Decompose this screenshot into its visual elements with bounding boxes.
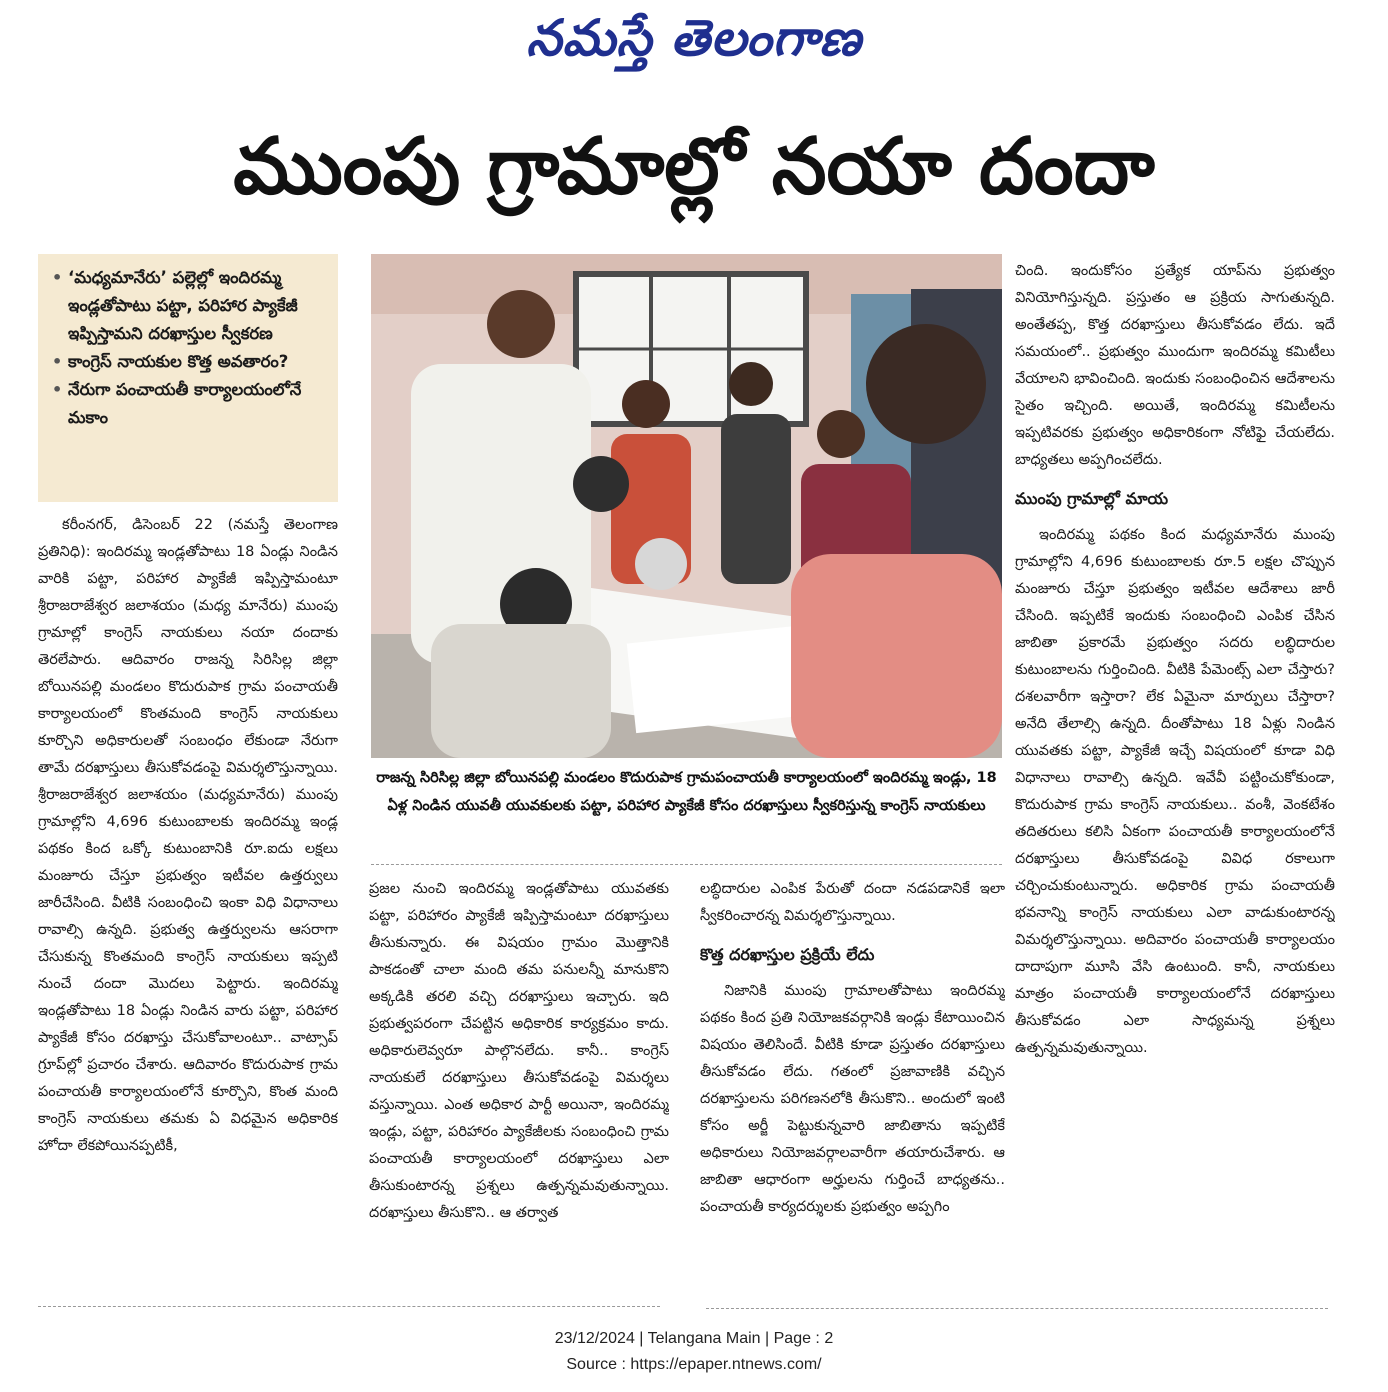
article-paragraph: నిజానికి ముంపు గ్రామాలతోపాటు ఇందిరమ్మ పథకం కింద ప్రతి నియోజకవర్గానికి ఇండ్లు కేటాయించిన విషయం తెలిసిందే. వీటికి కూడా ప్రస్తుతం దరఖాస్తులు తీసుకోవడం లేదు. గతంలో ప్రజావాణికి వచ్చిన దరఖాస్తులను పరిగణనలోకి తీసుకొని.. అందులో ఇంటి కోసం అర్జీ పెట్టుకున్నవారి జాబితాను ఇప్పటికే అధికారులు నియోజవర్గాలవారీగా తయారుచేశారు. ఆ జాబితా ఆధారంగా అర్హులను గుర్తించే బాధ్యతను.. పంచాయతీ కార్యదర్శులకు ప్రభుత్వం అప్పగిం <box>700 983 1005 1215</box>
masthead: నమస్తే తెలంగాణ <box>526 8 862 67</box>
article-column-3 <box>700 876 1005 1296</box>
highlight-item: • నేరుగా పంచాయతీ కార్యాలయంలోనే మకాం <box>52 376 330 432</box>
news-photo <box>371 254 1002 758</box>
highlight-item: • కాంగ్రెస్‌ నాయకుల కొత్త అవతారం? <box>52 348 330 376</box>
footer-date-page: 23/12/2024 | Telangana Main | Page : 2 <box>554 1330 834 1347</box>
article-column-4 <box>1015 258 1335 1298</box>
article-paragraph: ఇందిరమ్మ పథకం కింద మధ్యమానేరు ముంపు గ్రామాల్లోని 4,696 కుటుంబాలకు రూ.5 లక్షల చొప్పున మంజూరు చేస్తూ ప్రభుత్వం ఇటీవల ఆదేశాలు జారీ చేసింది. ఇప్పటికే ఇందుకు సంబంధించి ఎంపిక చేసిన జాబితా ప్రకారమే ప్రభుత్వం సదరు లబ్ధిదారుల కుటుంబాలను గుర్తించింది. వీటికి పేమెంట్స్‌ ఎలా చేస్తారు? దశలవారీగా ఇస్తారా? లేక ఏమైనా మార్పులు చేస్తారా? అనేది తేలాల్సి ఉన్నది. దీంతోపాటు 18 ఏళ్లు నిండిన యువతకు పట్టా, ప్యాకేజీ ఇచ్చే విషయంలో కూడా విధి విధానాలు రావాల్సి ఉన్నది. ఇవేవీ పట్టించుకోకుండా, కొదురుపాక గ్రామ కాంగ్రెస్‌ నాయకులు.. వంశీ, వెంకటేశం తదితరులు కలిసి ఏకంగా పంచాయతీ కార్యాలయంలోనే దరఖాస్తులు తీసుకోవడంపై వివిధ రకాలుగా చర్చించుకుంటున్నారు. అధికారిక గ్రామ పంచాయతీ భవనాన్ని కాంగ్రెస్‌ నాయకులు ఎలా వాడుకుంటారన్న విమర్శలొస్తున్నాయి. అదివారం పంచాయతీ కార్యాలయం దాదాపుగా మూసి వేసి ఉంటుంది. కానీ, నాయకులు మాత్రం పంచాయతీ కార్యాలయంలోనే దరఖాస్తులు తీసుకోవడం ఎలా సాధ్యమన్న ప్రశ్నలు ఉత్పన్నమవుతున్నాయి. <box>1015 527 1335 1056</box>
bottom-divider-left <box>38 1306 660 1307</box>
footer-source: Source : https://epaper.ntnews.com/ <box>566 1356 822 1373</box>
article-column-1 <box>38 512 338 1298</box>
divider <box>371 864 1002 865</box>
highlights-box <box>38 254 338 502</box>
highlights-list <box>38 264 338 432</box>
headline: ముంపు గ్రామాల్లో నయా దందా <box>233 122 1155 212</box>
section-subheading: కొత్త దరఖాస్తుల ప్రక్రియే లేదు <box>700 945 875 964</box>
article-paragraph: చింది. ఇందుకోసం ప్రత్యేక యాప్‌ను ప్రభుత్వం వినియోగిస్తున్నది. ప్రస్తుతం ఆ ప్రక్రియ సాగుతున్నది. అంతేతప్ప, కొత్త దరఖాస్తులు తీసుకోవడం లేదు. ఇదే సమయంలో.. ప్రభుత్వం ముందుగా ఇందిరమ్మ కమిటీలు వేయాలని భావించింది. ఇందుకు సంబంధించిన ఆదేశాలను సైతం ఇచ్చింది. అయితే, ఇందిరమ్మ కమిటీలను ఇప్పటివరకు ప్రభుత్వం అధికారికంగా నోటిఫై చేయలేదు. బాధ్యతలు అప్పగించలేదు. <box>1015 263 1335 468</box>
bottom-divider-right <box>706 1308 1328 1309</box>
highlight-item: • ‘మధ్యమానేరు’ పల్లెల్లో ఇందిరమ్మ ఇండ్లతోపాటు పట్టా, పరిహార ప్యాకేజీ ఇప్పిస్తామని దరఖాస్తుల స్వీకరణ <box>52 264 330 348</box>
section-subheading: ముంపు గ్రామాల్లో మాయ <box>1015 489 1169 508</box>
photo-illustration <box>371 254 1002 758</box>
article-paragraph: ప్రజల నుంచి ఇందిరమ్మ ఇండ్లతోపాటు యువతకు పట్టా, పరిహారం ప్యాకేజీ ఇప్పిస్తామంటూ దరఖాస్తులు తీసుకున్నారు. ఈ విషయం గ్రామం మొత్తానికి పాకడంతో చాలా మంది తమ పనులన్నీ మానుకొని అక్కడికి తరలి వచ్చి దరఖాస్తులు ఇచ్చారు. ఇది ప్రభుత్వపరంగా చేపట్టిన అధికారిక కార్యక్రమం కాదు. అధికారులెవ్వరూ పాల్గొనలేదు. కానీ.. కాంగ్రెస్‌ నాయకులే దరఖాస్తులు తీసుకోవడంపై విమర్శలు వస్తున్నాయి. ఎంత అధికార పార్టీ అయినా, ఇందిరమ్మ ఇండ్లు, పట్టా, పరిహారం ప్యాకేజీలకు సంబంధించి గ్రామ పంచాయతీ కార్యాలయంలో దరఖాస్తులు ఎలా తీసుకుంటారన్న ప్రశ్నలు ఉత్పన్నమవుతున్నాయి. దరఖాస్తులు తీసుకొని.. ఆ తర్వాత <box>369 881 669 1221</box>
photo-caption: రాజన్న సిరిసిల్ల జిల్లా బోయినపల్లి మండలం కొదురుపాక గ్రామపంచాయతీ కార్యాలయంలో ఇందిరమ్మ ఇండ్లు, 18 ఏళ్ల నిండిన యువతీ యువకులకు పట్టా, పరిహార ప్యాకేజీ కోసం దరఖాస్తులు స్వీకరిస్తున్న కాంగ్రెస్‌ నాయకులు <box>376 770 997 814</box>
article-paragraph: లబ్ధిదారుల ఎంపిక పేరుతో దందా నడపడానికే ఇలా స్వీకరించారన్న విమర్శలొస్తున్నాయి. <box>700 881 1005 924</box>
article-paragraph: కరీంనగర్‌, డిసెంబర్‌ 22 (నమస్తే తెలంగాణ ప్రతినిధి): ఇందిరమ్మ ఇండ్లతోపాటు 18 ఏండ్లు నిండిన వారికి పట్టా, పరిహార ప్యాకేజీ ఇప్పిస్తామంటూ శ్రీరాజరాజేశ్వర జలాశయం (మధ్య మానేరు) ముంపు గ్రామాల్లో కాంగ్రెస్‌ నాయకులు నయా దందాకు తెరలేపారు. ఆదివారం రాజన్న సిరిసిల్ల జిల్లా బోయినపల్లి మండలం కొదురుపాక గ్రామ పంచాయతీ కార్యాలయంలో కొంతమంది కాంగ్రెస్‌ నాయకులు కూర్చొని అధికారులతో సంబంధం లేకుండా నేరుగా తామే దరఖాస్తులు తీసుకోవడంపై విమర్శలొస్తున్నాయి. శ్రీరాజరాజేశ్వర జలాశయం (మధ్యమానేరు) ముంపు గ్రామాల్లోని 4,696 కుటుంబాలకు ఇందిరమ్మ ఇండ్ల పథకం కింద ఒక్కో కుటుంబానికి రూ.ఐదు లక్షలు మంజూరు చేస్తూ ప్రభుత్వం ఇటీవల ఉత్తర్వులు జారీచేసింది. వీటికి సంబంధించి ఇంకా విధి విధానాలు రావాల్సి ఉన్నది. ప్రభుత్వ ఉత్తర్వులను ఆసరాగా చేసుకున్న కొంతమంది కాంగ్రెస్‌ నాయకులు ఇప్పటి నుంచే దందా మొదలు పెట్టారు. ఇందిరమ్మ ఇండ్లతోపాటు 18 ఏండ్లు నిండిన వారు పట్టా, పరిహార ప్యాకేజీ కోసం దరఖాస్తు చేసుకోవాలంటూ.. వాట్సాప్‌ గ్రూప్‌ల్లో ప్రచారం చేశారు. ఆదివారం కొదురుపాక గ్రామ పంచాయతీ కార్యాలయంలోనే కూర్చొని, కొంత మంది కాంగ్రెస్‌ నాయకులు తమకు ఏ విధమైన అధికారిక హోదా లేకపోయినప్పటికీ, <box>38 517 338 1154</box>
page-footer <box>0 1326 1388 1378</box>
article-column-2 <box>369 876 669 1296</box>
